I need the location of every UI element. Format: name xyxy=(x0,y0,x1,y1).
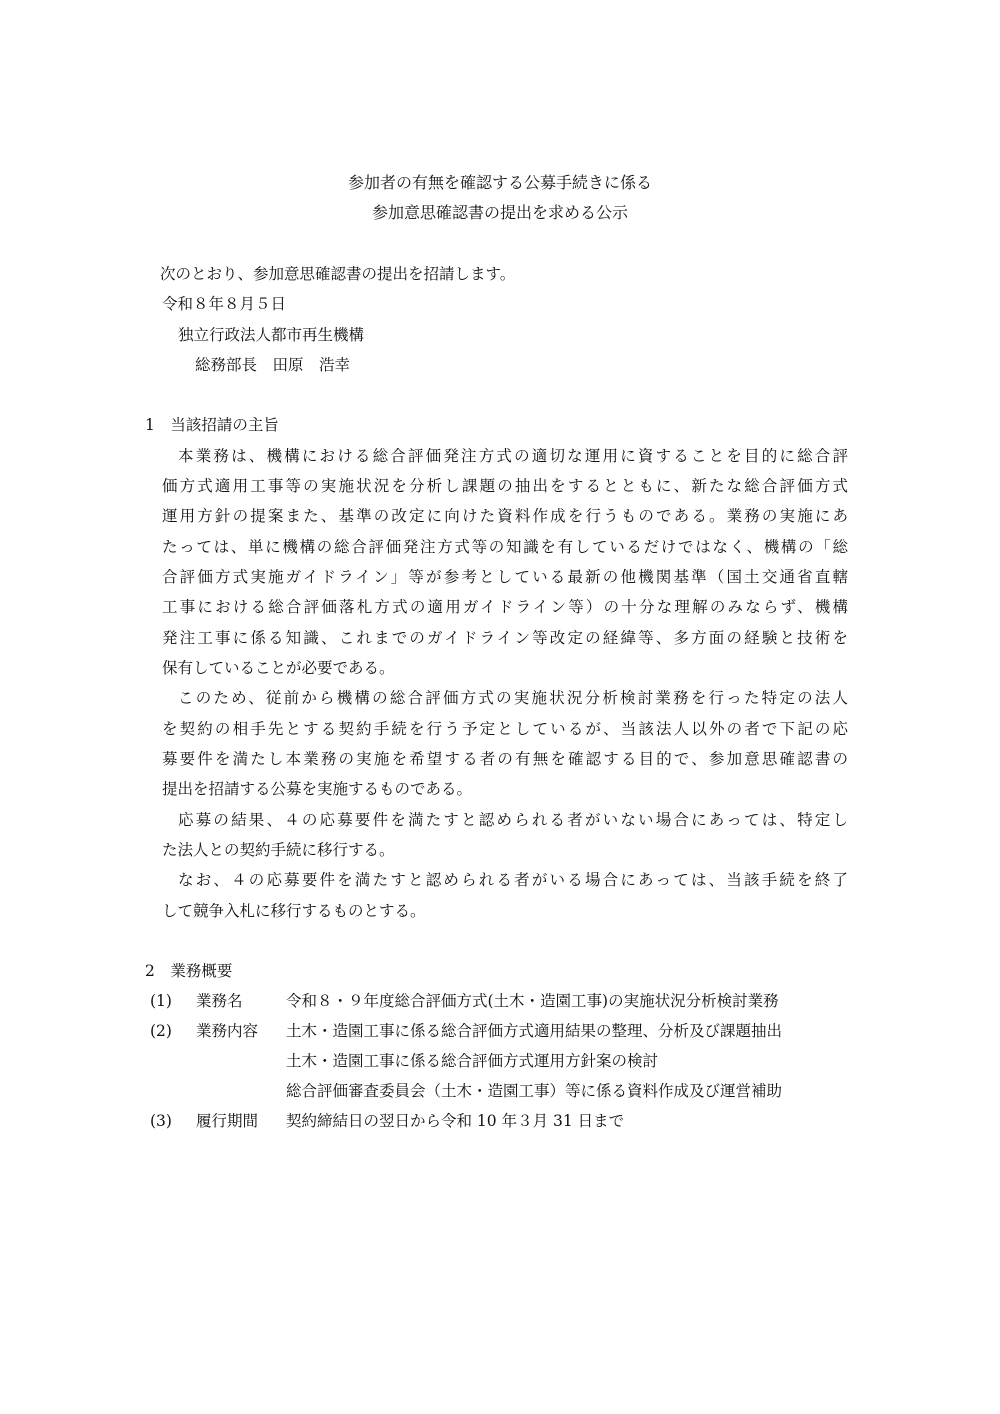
section-1-line: このため、従前から機構の総合評価方式の実施状況分析検討業務を行った特定の法人 xyxy=(178,689,848,707)
item-value: 総合評価審査委員会（土木・造園工事）等に係る資料作成及び運営補助 xyxy=(286,1082,783,1100)
item-label: 業務内容 xyxy=(196,1022,259,1040)
item-number: (3) xyxy=(150,1112,172,1130)
section-1-line: 運用方針の提案また、基準の改定に向けた資料作成を行うものである。業務の実施にあ xyxy=(162,507,848,525)
item-number: (2) xyxy=(150,1022,172,1040)
intro-text: 次のとおり、参加意思確認書の提出を招請します。 xyxy=(160,265,516,283)
section-2-heading: 2 業務概要 xyxy=(145,962,233,980)
section-1-line: 価方式適用工事等の実施状況を分析し課題の抽出をするとともに、新たな総合評価方式 xyxy=(162,477,848,495)
section-1-line: 保有していることが必要である。 xyxy=(162,659,395,677)
item-value: 契約締結日の翌日から令和 10 年３月 31 日まで xyxy=(286,1112,625,1130)
title-line-2: 参加意思確認書の提出を求める公示 xyxy=(371,203,628,222)
date: 令和８年８月５日 xyxy=(162,295,287,313)
section-1-line: を契約の相手先とする契約手続を行う予定としているが、当該法人以外の者で下記の応 xyxy=(162,720,848,738)
section-1-line: 応募の結果、４の応募要件を満たすと認められる者がいない場合にあっては、特定し xyxy=(178,811,848,829)
organization-name: 独立行政法人都市再生機構 xyxy=(178,326,365,344)
section-1-heading: 1 当該招請の主旨 xyxy=(145,416,279,434)
signatory: 総務部長 田原 浩幸 xyxy=(195,356,351,374)
section-1-line: 提出を招請する公募を実施するものである。 xyxy=(162,780,473,798)
section-1-line: 本業務は、機構における総合評価発注方式の適切な運用に資することを目的に総合評 xyxy=(178,447,848,465)
title-line-1: 参加者の有無を確認する公募手続きに係る xyxy=(347,173,652,192)
section-1-line: 発注工事に係る知識、これまでのガイドライン等改定の経緯等、多方面の経験と技術を xyxy=(162,629,848,647)
section-1-line: たっては、単に機構の総合評価発注方式等の知識を有しているだけではなく、機構の「総 xyxy=(162,538,848,556)
item-value: 土木・造園工事に係る総合評価方式適用結果の整理、分析及び課題抽出 xyxy=(286,1022,783,1040)
section-1-line: なお、４の応募要件を満たすと認められる者がいる場合にあっては、当該手続を終了 xyxy=(178,871,848,889)
section-1-line: して競争入札に移行するものとする。 xyxy=(162,902,426,920)
section-1-line: 合評価方式実施ガイドライン」等が参考としている最新の他機関基準（国土交通省直轄 xyxy=(162,568,848,586)
item-value: 土木・造園工事に係る総合評価方式運用方針案の検討 xyxy=(286,1052,659,1070)
section-1-line: 募要件を満たし本業務の実施を希望する者の有無を確認する目的で、参加意思確認書の xyxy=(162,750,848,768)
section-1-line: 工事における総合評価落札方式の適用ガイドライン等）の十分な理解のみならず、機構 xyxy=(162,598,848,616)
item-label: 業務名 xyxy=(196,992,243,1010)
item-number: (1) xyxy=(150,992,172,1010)
item-value: 令和８・９年度総合評価方式(土木・造園工事)の実施状況分析検討業務 xyxy=(286,992,779,1010)
section-1-line: た法人との契約手続に移行する。 xyxy=(162,841,395,859)
item-label: 履行期間 xyxy=(196,1112,259,1130)
